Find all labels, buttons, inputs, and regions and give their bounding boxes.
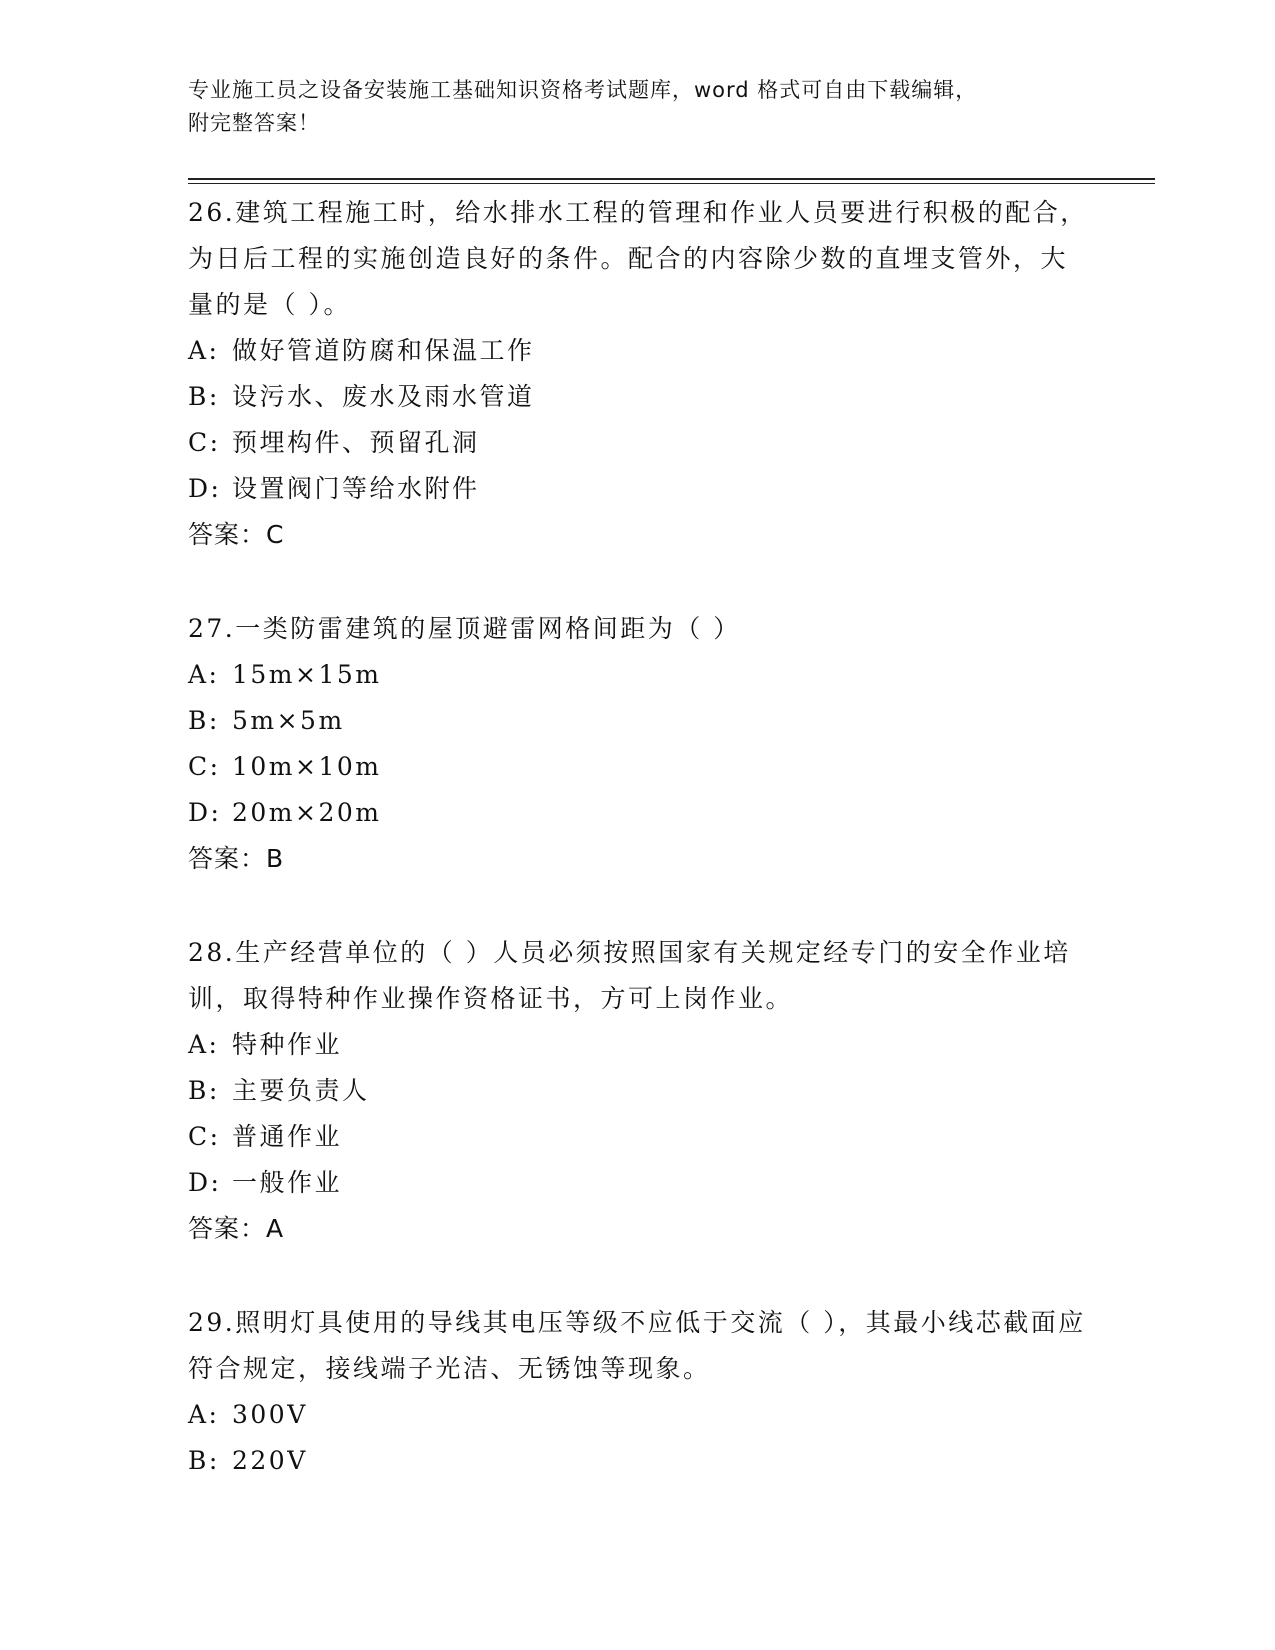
option-key: A: bbox=[188, 660, 220, 689]
question-27 bbox=[188, 606, 1088, 882]
question-stem: 29.照明灯具使用的导线其电压等级不应低于交流（ ），其最小线芯截面应符合规定，接线端子光洁、无锈蚀等现象。 bbox=[188, 1308, 1086, 1383]
question-list bbox=[188, 190, 1088, 1532]
question-stem: 28.生产经营单位的（ ）人员必须按照国家有关规定经专门的安全作业培训，取得特种作业操作资格证书，方可上岗作业。 bbox=[188, 938, 1071, 1013]
option-text: 一般作业 bbox=[232, 1168, 343, 1197]
option-text: 做好管道防腐和保温工作 bbox=[232, 336, 535, 365]
option-c bbox=[188, 420, 1088, 466]
option-a bbox=[188, 1392, 1088, 1438]
option-text: 设污水、废水及雨水管道 bbox=[232, 382, 535, 411]
option-d bbox=[188, 790, 1088, 836]
header-divider-thin bbox=[188, 183, 1155, 184]
option-c bbox=[188, 1114, 1088, 1160]
option-key: B: bbox=[188, 1446, 220, 1475]
option-key: C: bbox=[188, 428, 221, 457]
option-a bbox=[188, 1022, 1088, 1068]
option-b bbox=[188, 698, 1088, 744]
option-text: 10m×10m bbox=[232, 752, 382, 781]
option-key: D: bbox=[188, 798, 222, 827]
option-text: 220V bbox=[232, 1446, 308, 1475]
option-text: 20m×20m bbox=[232, 798, 382, 827]
option-key: B: bbox=[188, 706, 220, 735]
answer-line: 答案：A bbox=[188, 1214, 285, 1243]
option-text: 特种作业 bbox=[232, 1030, 343, 1059]
question-28 bbox=[188, 930, 1088, 1252]
option-b bbox=[188, 374, 1088, 420]
option-b bbox=[188, 1068, 1088, 1114]
option-text: 普通作业 bbox=[232, 1122, 343, 1151]
header-line-1: 专业施工员之设备安装施工基础知识资格考试题库，word 格式可自由下载编辑， bbox=[188, 78, 978, 102]
option-c bbox=[188, 744, 1088, 790]
option-key: D: bbox=[188, 1168, 222, 1197]
option-text: 300V bbox=[232, 1400, 308, 1429]
question-stem: 27.一类防雷建筑的屋顶避雷网格间距为（ ） bbox=[188, 614, 741, 643]
option-text: 15m×15m bbox=[232, 660, 382, 689]
option-key: C: bbox=[188, 1122, 221, 1151]
question-26 bbox=[188, 190, 1088, 558]
option-key: C: bbox=[188, 752, 221, 781]
option-key: D: bbox=[188, 474, 222, 503]
option-d bbox=[188, 466, 1088, 512]
option-a bbox=[188, 328, 1088, 374]
option-key: A: bbox=[188, 1030, 220, 1059]
option-b bbox=[188, 1438, 1088, 1484]
option-text: 预埋构件、预留孔洞 bbox=[232, 428, 480, 457]
answer-line: 答案：C bbox=[188, 520, 285, 549]
option-text: 设置阀门等给水附件 bbox=[232, 474, 480, 503]
option-a bbox=[188, 652, 1088, 698]
question-stem: 26.建筑工程施工时，给水排水工程的管理和作业人员要进行积极的配合，为日后工程的实施创造良好的条件。配合的内容除少数的直埋支管外，大量的是（ ）。 bbox=[188, 198, 1088, 319]
option-key: B: bbox=[188, 1076, 220, 1105]
option-text: 5m×5m bbox=[232, 706, 345, 735]
answer-line: 答案：B bbox=[188, 844, 285, 873]
option-d bbox=[188, 1160, 1088, 1206]
option-key: A: bbox=[188, 1400, 220, 1429]
document-header bbox=[188, 74, 1088, 140]
option-key: A: bbox=[188, 336, 220, 365]
option-text: 主要负责人 bbox=[232, 1076, 370, 1105]
header-divider-thick bbox=[188, 178, 1155, 180]
header-line-2: 附完整答案！ bbox=[188, 111, 320, 135]
question-29 bbox=[188, 1300, 1088, 1484]
option-key: B: bbox=[188, 382, 220, 411]
